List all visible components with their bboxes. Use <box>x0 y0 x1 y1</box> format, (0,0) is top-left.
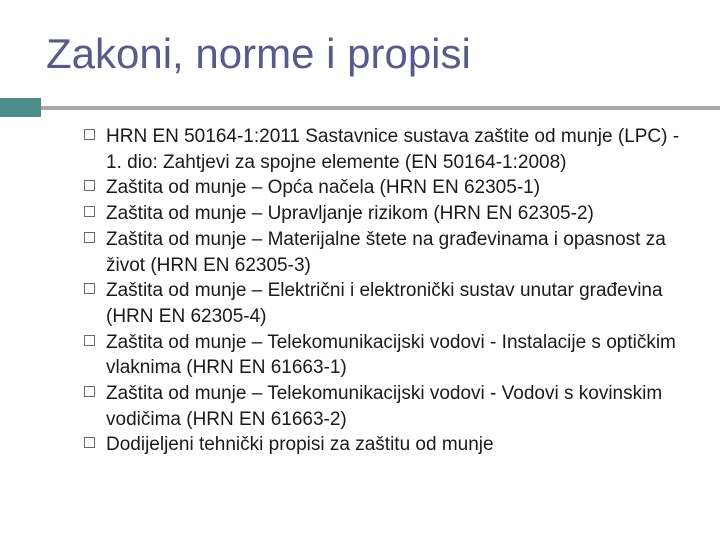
bullet-list <box>84 124 684 458</box>
list-item-text: Zaštita od munje – Telekomunikacijski vodovi - Vodovi s kovinskim vodičima (HRN EN 61663-2) <box>106 383 663 430</box>
hollow-square-bullet-icon <box>84 437 95 448</box>
hollow-square-bullet-icon <box>84 180 95 191</box>
list-item-text: HRN EN 50164-1:2011 Sastavnice sustava zaštite od munje (LPC) - 1. dio: Zahtjevi za spojne elemente (EN 50164-1:2008) <box>106 126 680 173</box>
list-item <box>84 381 684 432</box>
title-accent-square <box>0 98 41 117</box>
list-item-text: Zaštita od munje – Materijalne štete na građevinama i opasnost za život (HRN EN 62305-3) <box>106 228 666 276</box>
hollow-square-bullet-icon <box>84 232 95 243</box>
hollow-square-bullet-icon <box>84 206 95 217</box>
list-item <box>84 432 684 458</box>
slide-title: Zakoni, norme i propisi <box>46 30 471 77</box>
list-item <box>84 330 684 381</box>
list-item <box>84 201 684 227</box>
list-item-text: Zaštita od munje – Telekomunikacijski vodovi - Instalacije s optičkim vlaknima (HRN EN 61663-1) <box>106 331 676 379</box>
list-item <box>84 227 684 278</box>
list-item-text: Dodijeljeni tehnički propisi za zaštitu od munje <box>106 434 494 456</box>
list-item-text: Zaštita od munje – Električni i elektronički sustav unutar građevina (HRN EN 62305-4) <box>106 280 663 327</box>
list-item-text: Zaštita od munje – Opća načela (HRN EN 62305-1) <box>106 177 541 199</box>
list-item <box>84 175 684 201</box>
list-item-text: Zaštita od munje – Upravljanje rizikom (HRN EN 62305-2) <box>106 203 594 225</box>
hollow-square-bullet-icon <box>84 283 95 294</box>
hollow-square-bullet-icon <box>84 129 95 140</box>
list-item <box>84 278 684 329</box>
title-divider-line <box>41 106 720 110</box>
list-item <box>84 124 684 175</box>
hollow-square-bullet-icon <box>84 386 95 397</box>
hollow-square-bullet-icon <box>84 335 95 346</box>
